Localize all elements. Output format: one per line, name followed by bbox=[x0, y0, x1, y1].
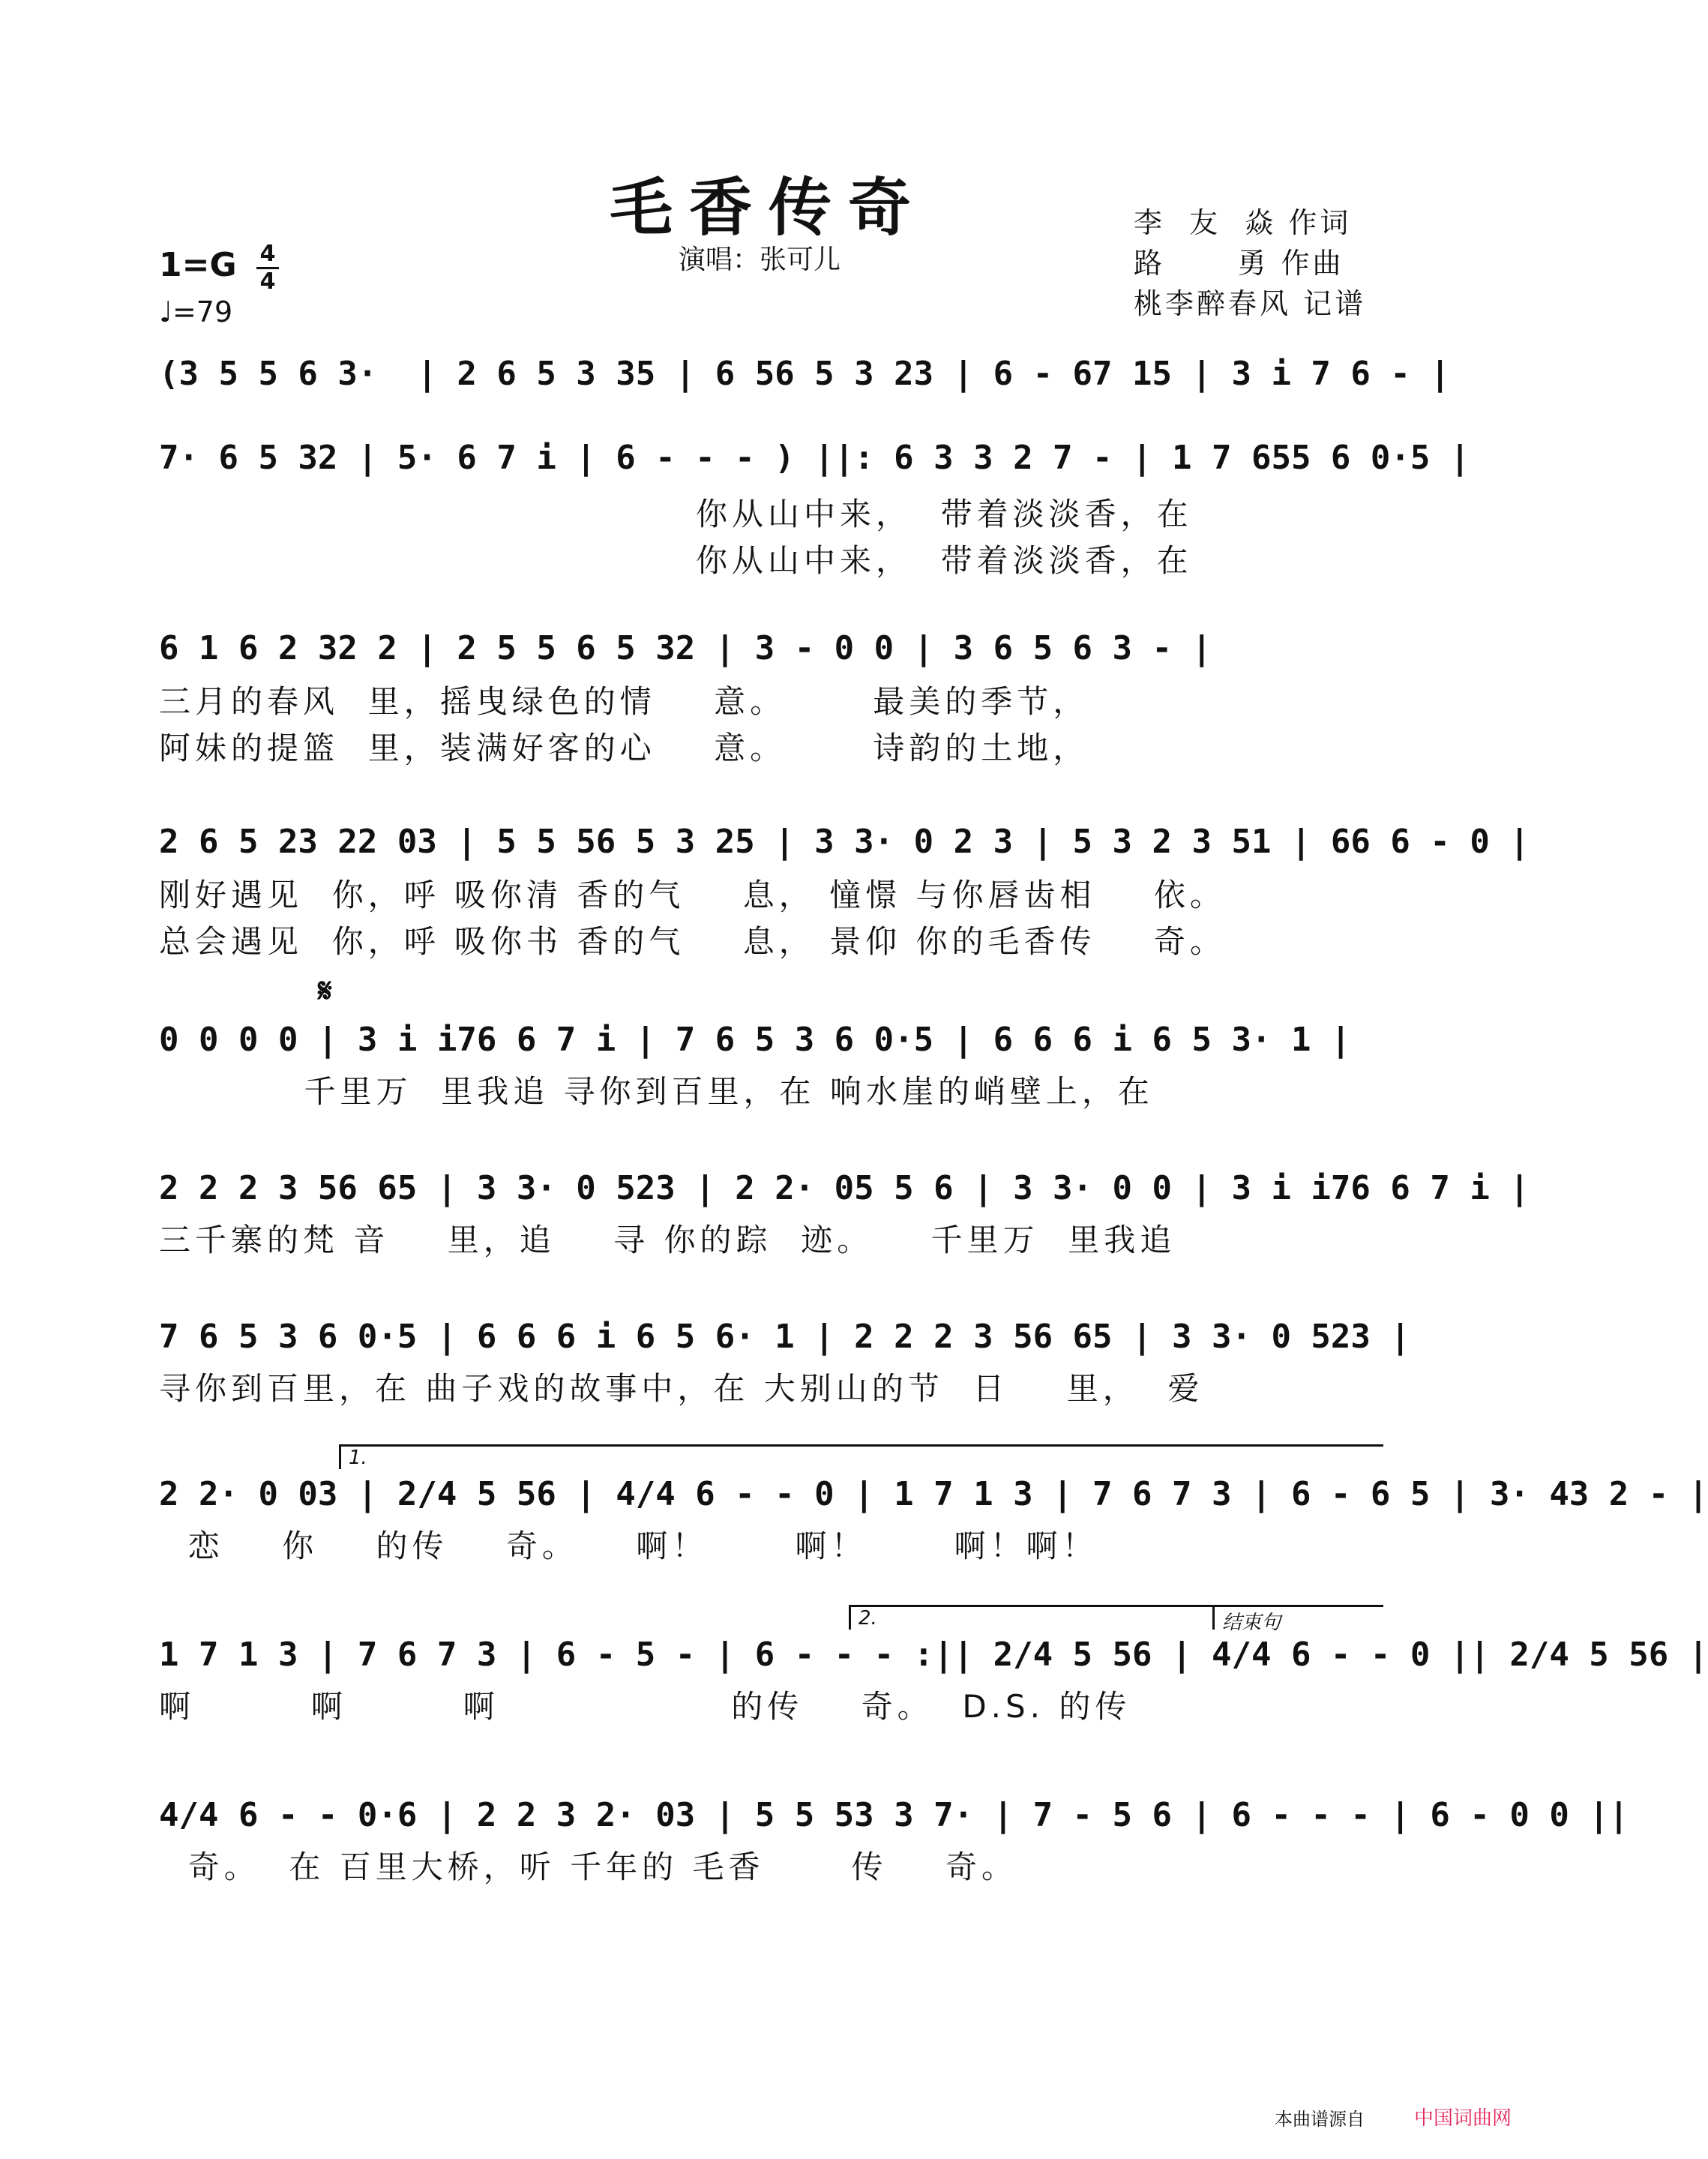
lyric-verse-1: 千里万 里我追 寻你到百里，在 响水崖的峭壁上，在 bbox=[159, 1073, 1154, 1110]
notation-line: 6 1 6 2 32 2 | 2 5 5 6 5 32 | 3 - 0 0 | 3 6 5 6 3 - | bbox=[159, 629, 1212, 667]
notation-line: 2 2· 0 03 | 2/4 5 56 | 4/4 6 - - 0 | 1 7 1 3 | 7 6 7 3 | 6 - 6 5 | 3· 43 2 - | bbox=[159, 1475, 1708, 1513]
site-link[interactable]: 中国词曲网 bbox=[1414, 2107, 1512, 2130]
notation-line: 7· 6 5 32 | 5· 6 7 i | 6 - - - ) ||: 6 3 3 2 7 - | 1 7 655 6 0·5 | bbox=[159, 439, 1470, 477]
time-sig-top: 4 bbox=[259, 241, 276, 267]
lyric-verse-1: 啊 啊 啊 的传 奇。 D.S. 的传 bbox=[159, 1688, 1131, 1725]
notation-line: (3 5 5 6 3· | 2 6 5 3 35 | 6 56 5 3 23 | 6 - 67 15 | 3 i 7 6 - | bbox=[159, 355, 1450, 393]
notation-line: 7 6 5 3 6 0·5 | 6 6 6 i 6 5 6· 1 | 2 2 2 3 56 65 | 3 3· 0 523 | bbox=[159, 1318, 1410, 1356]
credits-block bbox=[1134, 202, 1366, 324]
tempo-marking bbox=[159, 295, 232, 328]
lyric-verse-1: 你从山中来， 带着淡淡香，在 bbox=[159, 496, 1193, 532]
lyricist-credit: 李 友 焱 作词 bbox=[1134, 206, 1352, 239]
lyric-verse-1: 寻你到百里，在 曲子戏的故事中，在 大别山的节 日 里， 爱 bbox=[159, 1370, 1204, 1407]
notation-line: 4/4 6 - - 0·6 | 2 2 3 2· 03 | 5 5 53 3 7· | 7 - 5 6 | 6 - - - | 6 - 0 0 || bbox=[159, 1796, 1629, 1834]
tempo-value: =79 bbox=[172, 295, 233, 328]
transcriber-credit: 桃李醉春风 记谱 bbox=[1134, 287, 1367, 320]
lyric-verse-2: 你从山中来， 带着淡淡香，在 bbox=[159, 542, 1193, 579]
source-label: 本曲谱源自 bbox=[1275, 2109, 1365, 2130]
first-ending-bracket: 1. bbox=[339, 1444, 1383, 1469]
lyric-verse-1: 刚好遇见 你，呼 吸你清 香的气 息， 憧憬 与你唇齿相 依。 bbox=[159, 877, 1226, 913]
key-signature: 1=G bbox=[159, 246, 237, 284]
segno-sign: 𝄋 bbox=[318, 972, 332, 1010]
notation-line: 1 7 1 3 | 7 6 7 3 | 6 - 5 - | 6 - - - :|| 2/4 5 56 | 4/4 6 - - 0 || 2/4 5 56 | bbox=[159, 1636, 1708, 1674]
notation-line: 0 0 0 0 | 3 i i76 6 7 i | 7 6 5 3 6 0·5 | 6 6 6 i 6 5 3· 1 | bbox=[159, 1021, 1351, 1059]
quarter-note-icon: ♩ bbox=[159, 295, 172, 328]
notation-line: 2 2 2 3 56 65 | 3 3· 0 523 | 2 2· 05 5 6 | 3 3· 0 0 | 3 i i76 6 7 i | bbox=[159, 1169, 1530, 1207]
left-watermark-strip bbox=[0, 0, 10, 2159]
lyric-verse-1: 三千寨的梵 音 里，追 寻 你的踪 迹。 千里万 里我追 bbox=[159, 1222, 1176, 1258]
lyric-verse-2: 总会遇见 你，呼 吸你书 香的气 息， 景仰 你的毛香传 奇。 bbox=[159, 923, 1226, 960]
time-sig-bottom: 4 bbox=[256, 267, 279, 295]
notation-line: 2 6 5 23 22 03 | 5 5 56 5 3 25 | 3 3· 0 2 3 | 5 3 2 3 51 | 66 6 - 0 | bbox=[159, 823, 1530, 861]
lyric-verse-1: 奇。 在 百里大桥，听 千年的 毛香 传 奇。 bbox=[159, 1849, 1017, 1885]
composer-credit: 路 勇 作曲 bbox=[1134, 247, 1344, 280]
second-ending-bracket: 2. bbox=[849, 1605, 1218, 1630]
lyric-verse-1: 三月的春风 里，摇曳绿色的情 意。 最美的季节， bbox=[159, 683, 1089, 720]
time-signature bbox=[256, 241, 279, 295]
lyric-verse-2: 阿妹的提篮 里，装满好客的心 意。 诗韵的土地， bbox=[159, 730, 1089, 766]
lyric-verse-1: 恋 你 的传 奇。 啊！ 啊！ 啊！啊！ bbox=[159, 1528, 1098, 1564]
singer-credit: 演唱：张可儿 bbox=[679, 244, 841, 275]
coda-bracket: 结束句 bbox=[1212, 1605, 1383, 1630]
song-title: 毛香传奇 bbox=[609, 170, 927, 244]
